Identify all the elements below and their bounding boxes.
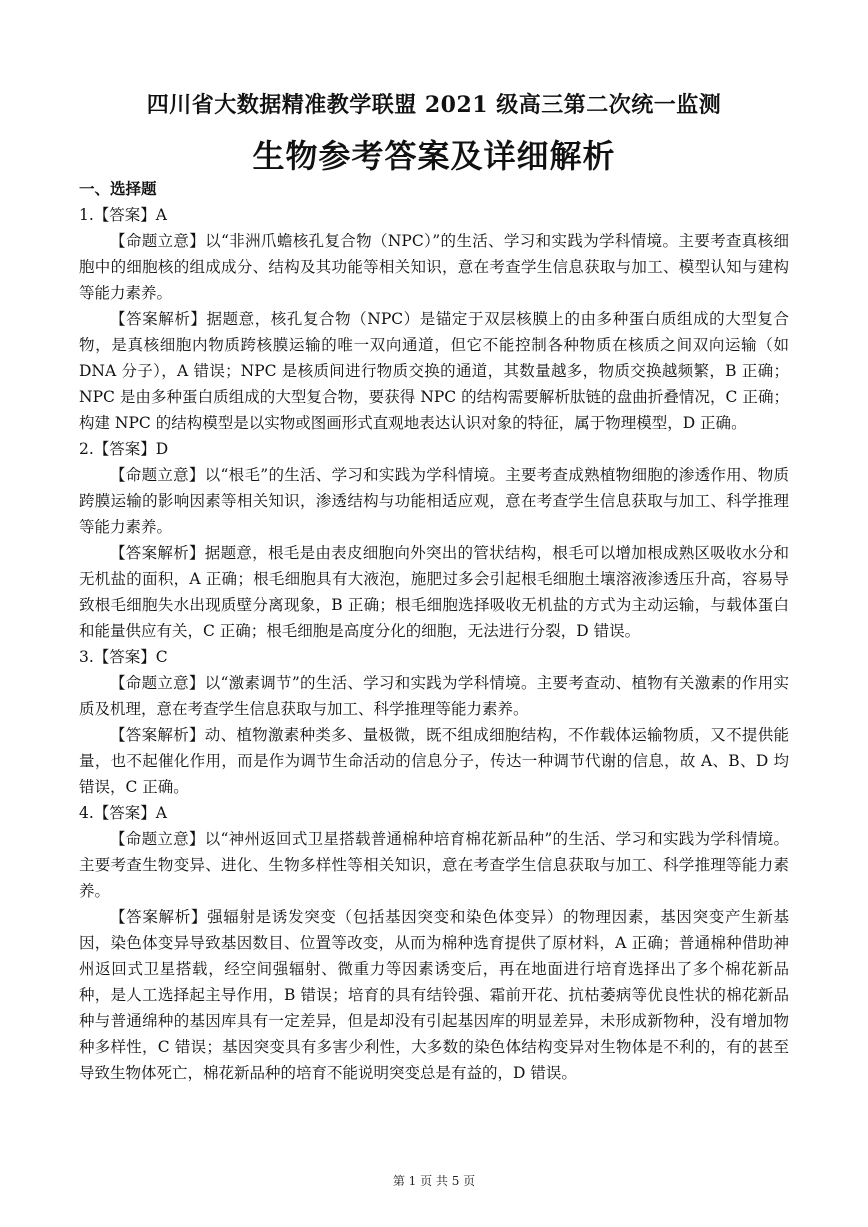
- question-intent: 【命题立意】以“非洲爪蟾核孔复合物（NPC）”的生活、学习和实践为学科情境。主要考查真核细胞中的细胞核的组成成分、结构及其功能等相关知识，意在考查学生信息获取与加工、模型认知与建构等能力素养。: [79, 232, 789, 302]
- question-block-1: [79, 202, 789, 436]
- question-intent: 【命题立意】以“根毛”的生活、学习和实践为学科情境。主要考查成熟植物细胞的渗透作用、物质跨膜运输的影响因素等相关知识，渗透结构与功能相适应观，意在考查学生信息获取与加工、科学推理等能力素养。: [79, 466, 789, 536]
- question-analysis: 【答案解析】动、植物激素种类多、量极微，既不组成细胞结构，不作载体运输物质，又不提供能量，也不起催化作用，而是作为调节生命活动的信息分子，传达一种调节代谢的信息，故 A、B、D 均错误，C 正确。: [79, 726, 789, 796]
- question-intent: 【命题立意】以“激素调节”的生活、学习和实践为学科情境。主要考查动、植物有关激素的作用实质及机理，意在考查学生信息获取与加工、科学推理等能力素养。: [79, 674, 789, 718]
- question-answer-heading: 2.【答案】D: [79, 440, 169, 458]
- question-answer-heading: 3.【答案】C: [79, 648, 168, 666]
- page-number: 第 1 页 共 5 页: [392, 1174, 476, 1188]
- question-block-2: [79, 436, 789, 644]
- question-block-3: [79, 644, 789, 800]
- question-analysis: 【答案解析】强辐射是诱发突变（包括基因突变和染色体变异）的物理因素，基因突变产生新基因，染色体变异导致基因数目、位置等改变，从而为棉种选育提供了原材料，A 正确；普通棉种借助神州返回式卫星搭载，经空间强辐射、微重力等因素诱变后，再在地面进行培育选择出了多个棉花新品种，是人工选择起主导作用，B 错误；培育的具有结铃强、霜前开花、抗枯萎病等优良性状的棉花新品种与普通绵种的基因库具有一定差异，但是却没有引起基因库的明显差异，未形成新物种，没有增加物种多样性，C 错误；基因突变具有多害少利性，大多数的染色体结构变异对生物体是不利的，有的甚至导致生物体死亡，棉花新品种的培育不能说明突变总是有益的，D 错误。: [79, 908, 789, 1082]
- question-answer-heading: 1.【答案】A: [79, 206, 167, 224]
- document-title: 生物参考答案及详细解析: [252, 137, 616, 175]
- question-intent: 【命题立意】以“神州返回式卫星搭载普通棉种培育棉花新品种”的生活、学习和实践为学科情境。主要考查生物变异、进化、生物多样性等相关知识，意在考查学生信息获取与加工、科学推理等能力素养。: [79, 830, 789, 900]
- question-block-4: [79, 800, 789, 1086]
- section-heading: 一、选择题: [79, 179, 157, 198]
- question-analysis: 【答案解析】据题意，根毛是由表皮细胞向外突出的管状结构，根毛可以增加根成熟区吸收水分和无机盐的面积，A 正确；根毛细胞具有大液泡，施肥过多会引起根毛细胞土壤溶液渗透压升高，容易导致根毛细胞失水出现质壁分离现象，B 正确；根毛细胞选择吸收无机盐的方式为主动运输，与载体蛋白和能量供应有关，C 正确；根毛细胞是高度分化的细胞，无法进行分裂，D 错误。: [79, 544, 789, 640]
- exam-title: 四川省大数据精准教学联盟 2021 级高三第二次统一监测: [146, 92, 722, 118]
- question-analysis: 【答案解析】据题意，核孔复合物（NPC）是锚定于双层核膜上的由多种蛋白质组成的大型复合物，是真核细胞内物质跨核膜运输的唯一双向通道，但它不能控制各种物质在核质之间双向运输（如 DNA 分子），A 错误；NPC 是核质间进行物质交换的通道，其数量越多，物质交换越频繁，B 正确；NPC 是由多种蛋白质组成的大型复合物，要获得 NPC 的结构需要解析肽链的盘曲折叠情况，C 正确；构建 NPC 的结构模型是以实物或图画形式直观地表达认识对象的特征，属于物理模型，D 正确。: [79, 310, 789, 432]
- answer-content: [79, 176, 789, 1086]
- question-answer-heading: 4.【答案】A: [79, 804, 167, 822]
